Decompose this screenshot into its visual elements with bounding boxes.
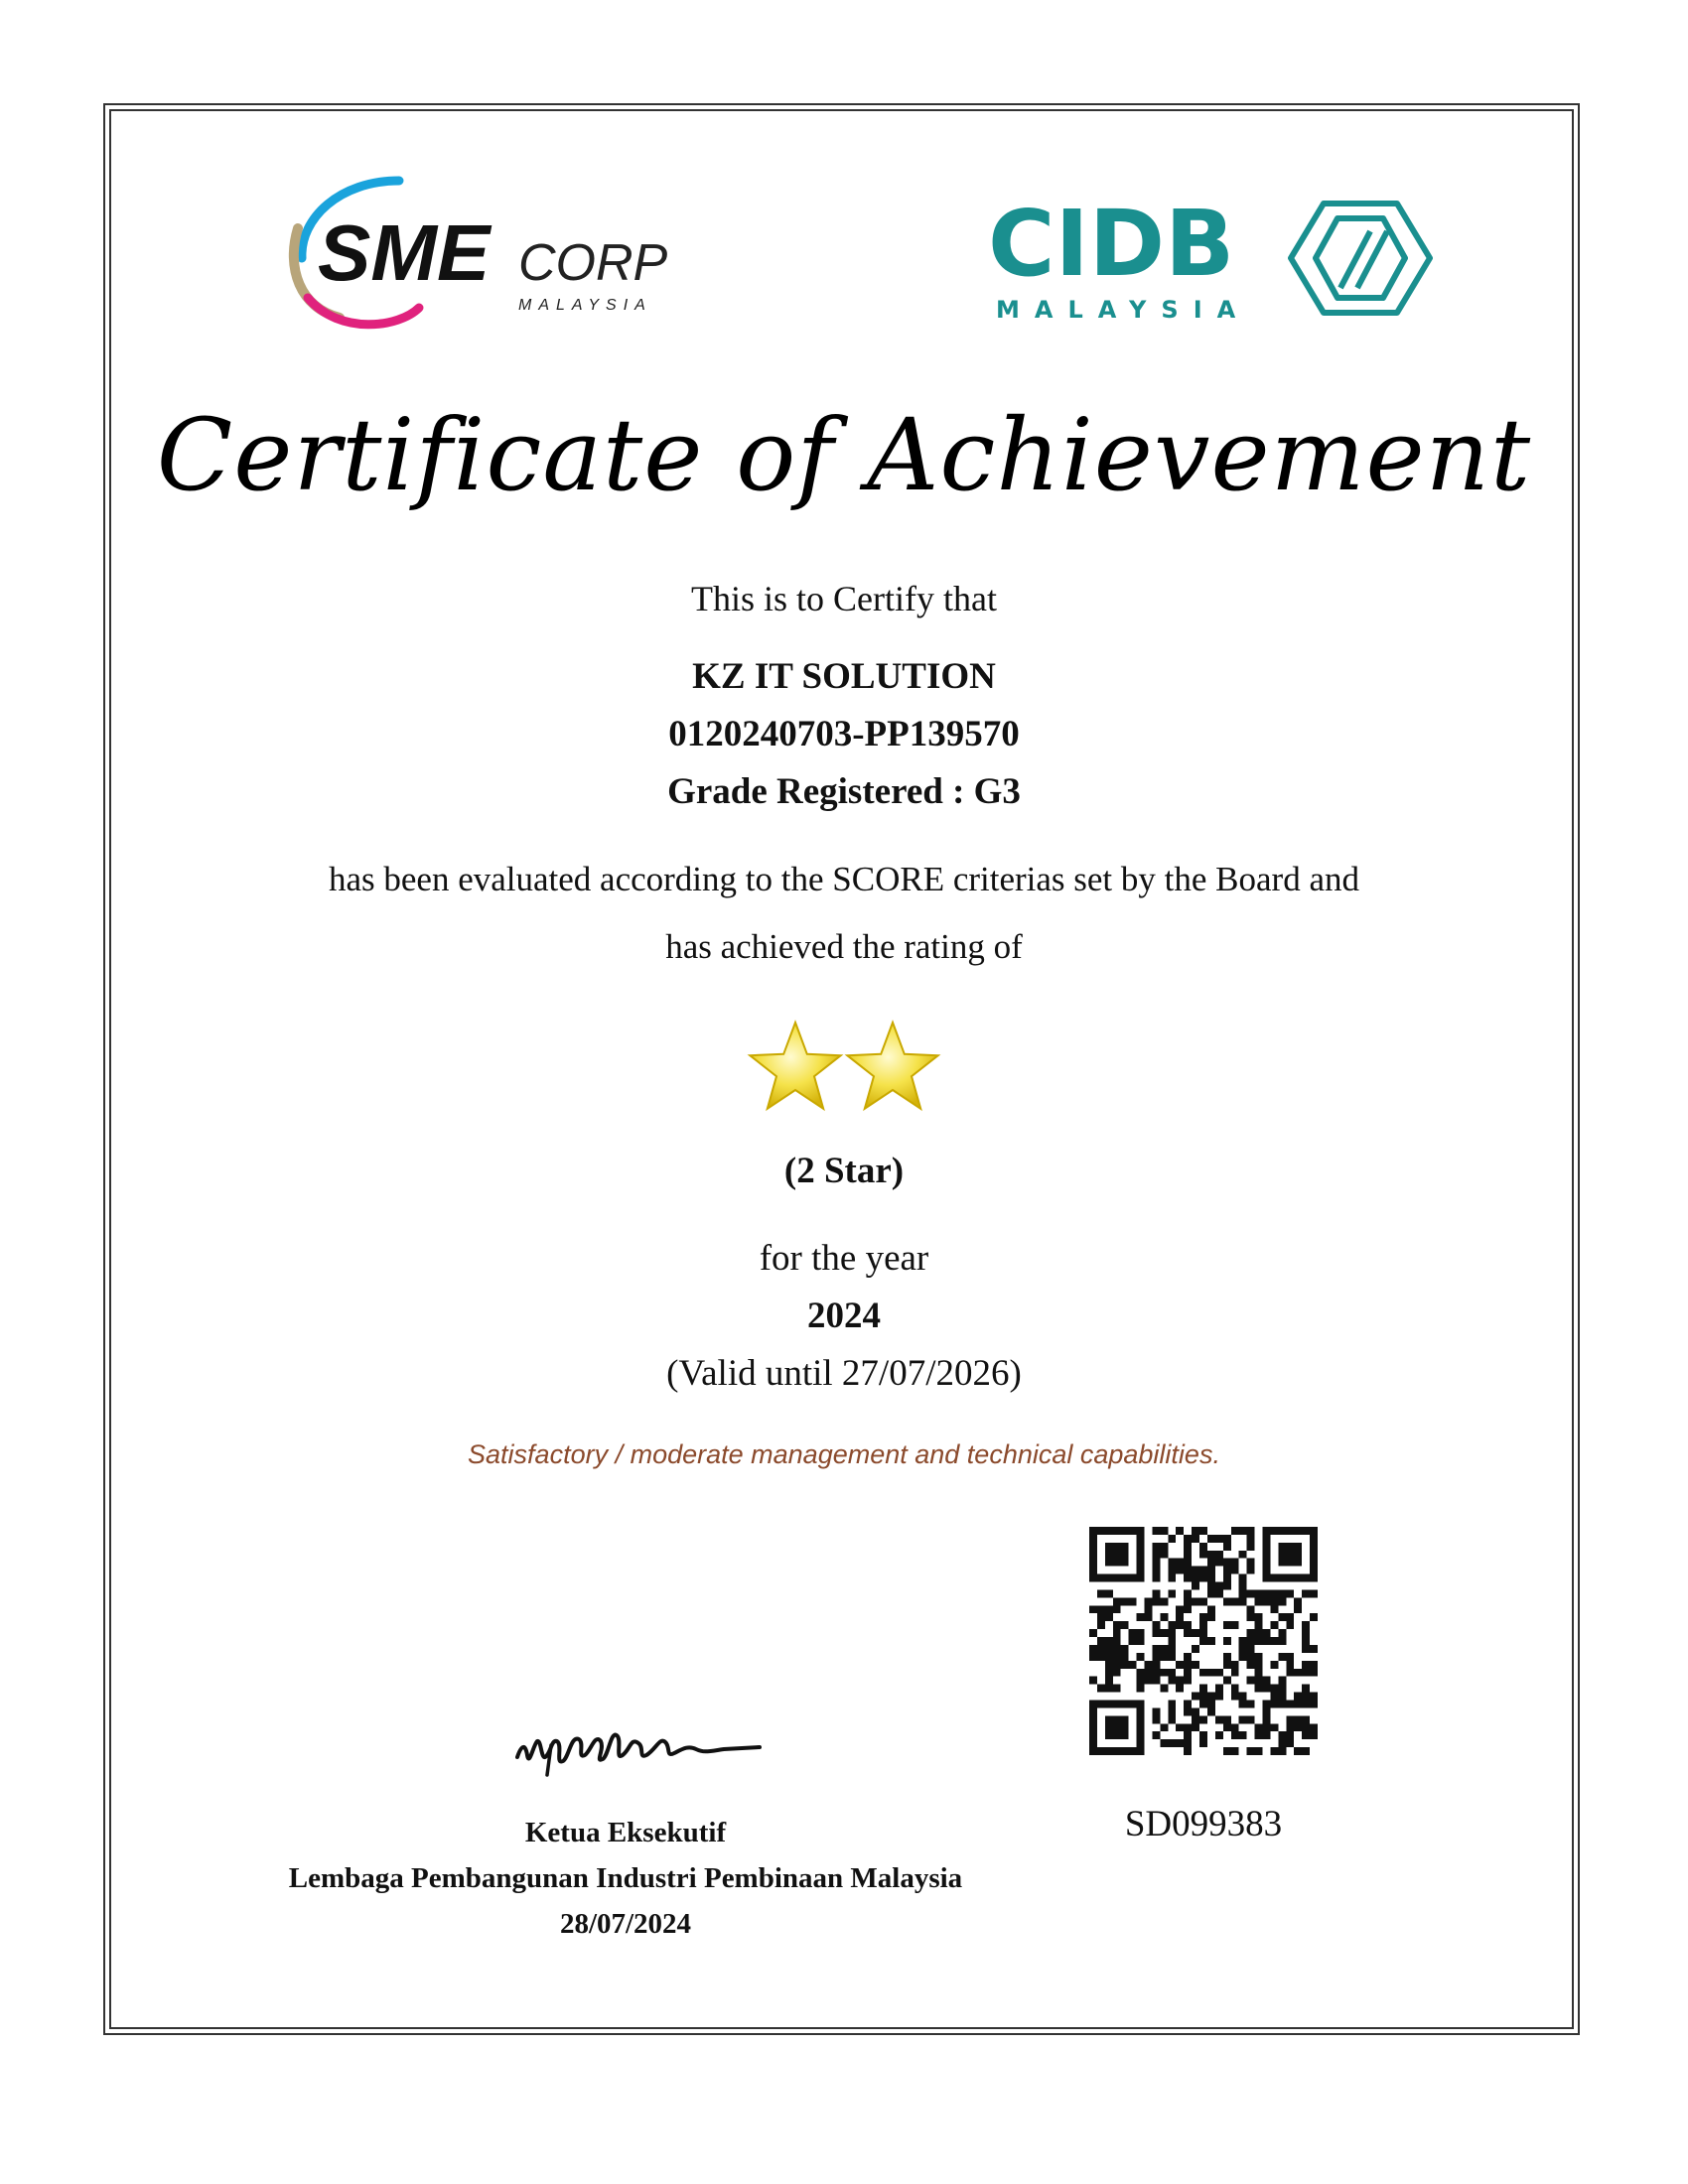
year-label: for the year [759, 1238, 929, 1279]
certificate-number: SD099383 [1124, 1804, 1283, 1844]
signatory-organization: Lembaga Pembangunan Industri Pembinaan Malaysia [288, 1862, 963, 1894]
qr-code [1089, 1527, 1318, 1755]
signatory-date: 28/07/2024 [559, 1908, 692, 1940]
signatory-title: Ketua Eksekutif [524, 1817, 727, 1848]
certify-line: This is to Certify that [691, 579, 997, 618]
star-icon [750, 1023, 840, 1109]
company-name: KZ IT SOLUTION [692, 656, 996, 697]
rating-stars [735, 1013, 953, 1122]
certificate-title: Certificate of Achievement [156, 397, 1532, 513]
star-icon [847, 1023, 937, 1109]
registration-number: 0120240703-PP139570 [668, 714, 1020, 754]
rating-label: (2 Star) [783, 1151, 905, 1191]
smecorp-logo-country: MALAYSIA [518, 297, 652, 314]
smecorp-logo-main: SME [318, 208, 491, 297]
cidb-logo [988, 194, 1445, 328]
achieved-line: has achieved the rating of [665, 927, 1023, 966]
evaluated-line: has been evaluated according to the SCORE criterias set by the Board and [328, 860, 1359, 898]
grade-registered: Grade Registered : G3 [667, 771, 1021, 812]
smecorp-logo-sub: CORP [518, 234, 668, 292]
rating-year: 2024 [807, 1296, 881, 1336]
signature [511, 1706, 770, 1785]
smecorp-logo [280, 169, 697, 338]
rating-remark: Satisfactory / moderate management and technical capabilities. [468, 1439, 1220, 1469]
cidb-logo-main: CIDB [988, 194, 1235, 297]
cidb-logo-country: MALAYSIA [996, 296, 1251, 324]
cidb-hex-icon [1291, 204, 1430, 313]
validity-date: (Valid until 27/07/2026) [666, 1353, 1022, 1394]
